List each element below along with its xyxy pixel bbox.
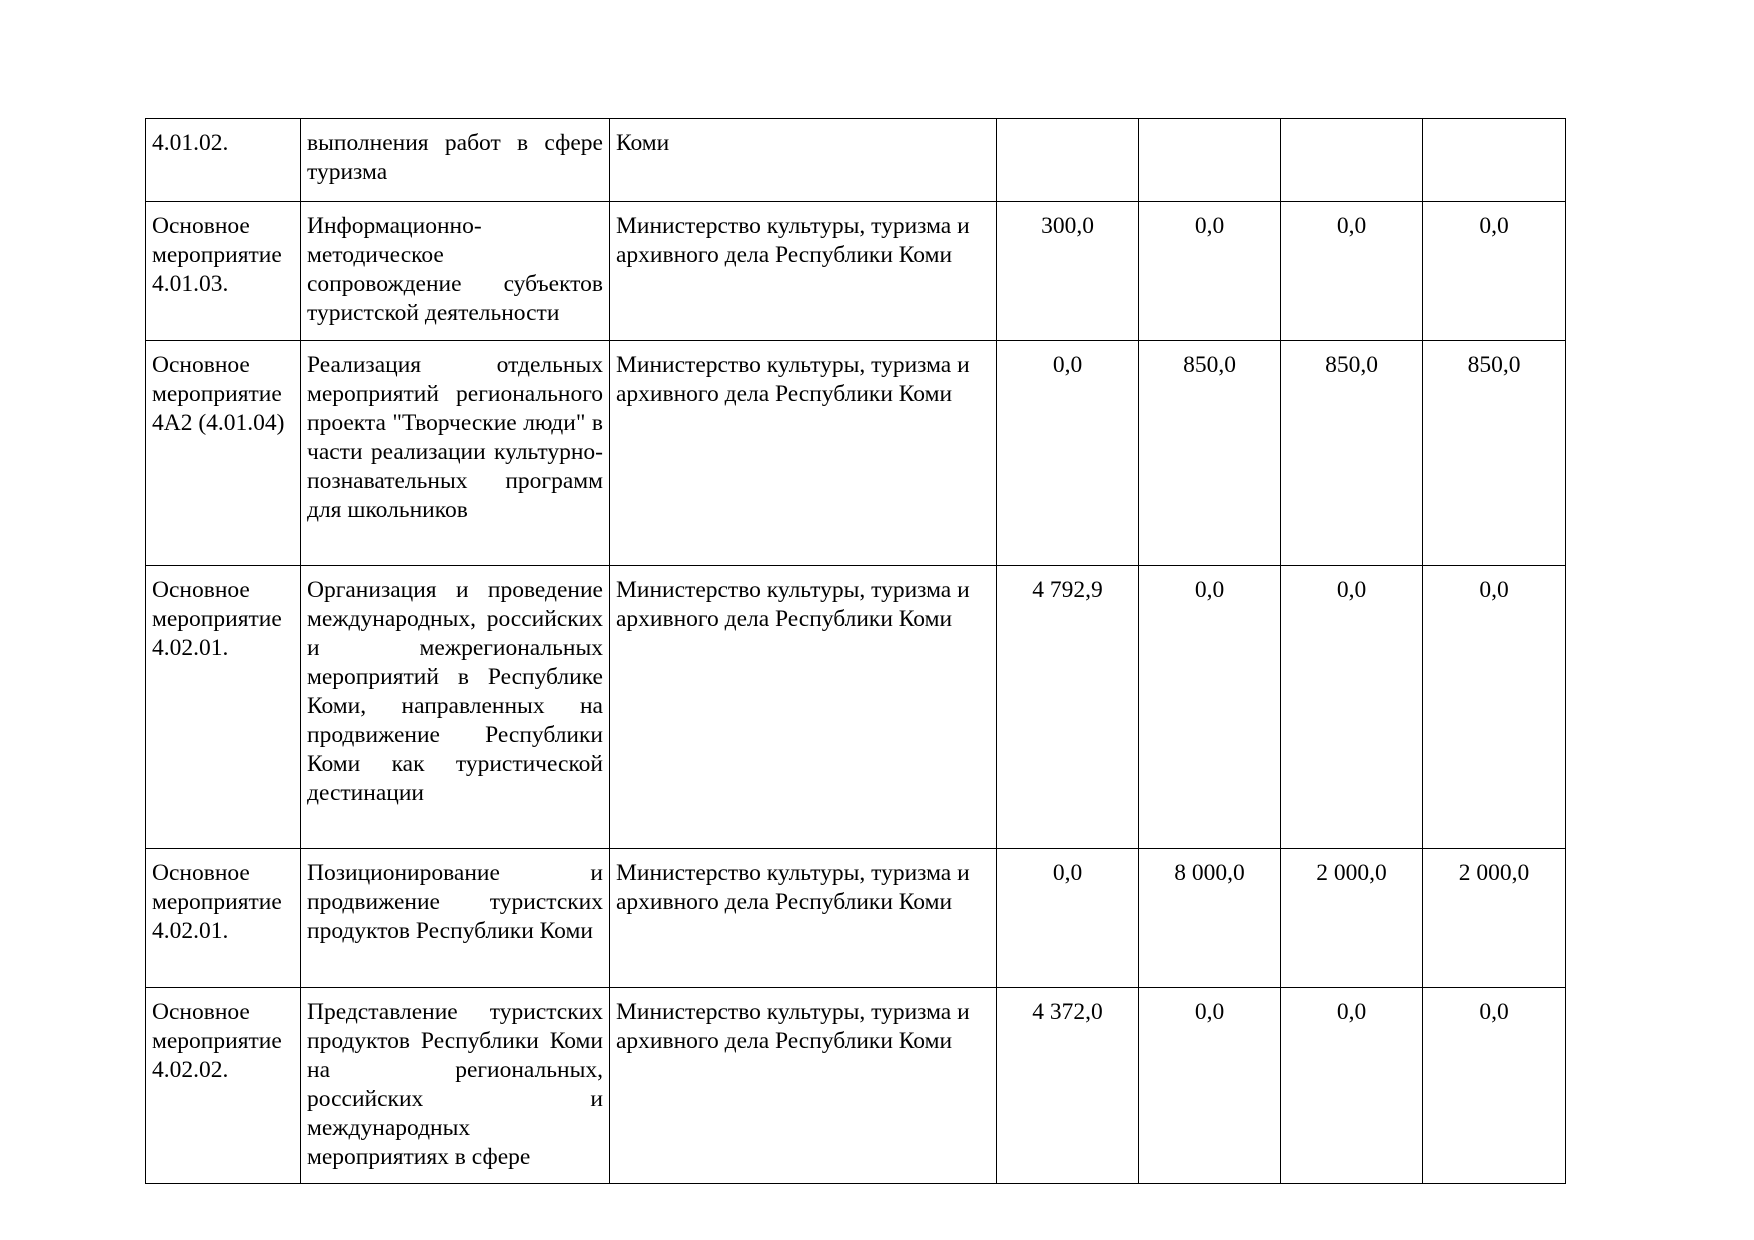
table-row (146, 988, 1566, 1184)
value-year-1: 300,0 (997, 202, 1139, 341)
value-year-4: 0,0 (1423, 988, 1566, 1184)
value-year-4: 2 000,0 (1423, 849, 1566, 988)
responsible-executor: Министерство культуры, туризма и архивного дела Республики Коми (610, 849, 997, 988)
measure-name: Информационно-методическое сопровождение субъектов туристской деятельности (301, 202, 610, 341)
measure-code: Основное мероприятие 4.02.02. (146, 988, 301, 1184)
responsible-executor: Министерство культуры, туризма и архивного дела Республики Коми (610, 341, 997, 566)
responsible-executor: Министерство культуры, туризма и архивного дела Республики Коми (610, 566, 997, 849)
value-year-3: 0,0 (1281, 566, 1423, 849)
value-year-1 (997, 119, 1139, 202)
measure-name: Организация и проведение международных, российских и межрегиональных мероприятий в Республике Коми, направленных на продвижение Республики Коми как туристической дестинации (301, 566, 610, 849)
value-year-1: 0,0 (997, 849, 1139, 988)
value-year-3: 0,0 (1281, 988, 1423, 1184)
value-year-2: 850,0 (1139, 341, 1281, 566)
measure-code: Основное мероприятие 4.01.03. (146, 202, 301, 341)
measure-code: Основное мероприятие 4.02.01. (146, 849, 301, 988)
value-year-4: 850,0 (1423, 341, 1566, 566)
measure-name: Представление туристских продуктов Республики Коми на региональных, российских и международных мероприятиях в сфере (301, 988, 610, 1184)
responsible-executor: Министерство культуры, туризма и архивного дела Республики Коми (610, 988, 997, 1184)
value-year-2: 0,0 (1139, 202, 1281, 341)
value-year-3: 0,0 (1281, 202, 1423, 341)
value-year-3: 2 000,0 (1281, 849, 1423, 988)
measure-name: выполнения работ в сфере туризма (301, 119, 610, 202)
table-row (146, 202, 1566, 341)
value-year-2 (1139, 119, 1281, 202)
value-year-1: 4 792,9 (997, 566, 1139, 849)
table-row (146, 566, 1566, 849)
table-row (146, 849, 1566, 988)
value-year-4: 0,0 (1423, 202, 1566, 341)
measure-code: 4.01.02. (146, 119, 301, 202)
responsible-executor: Коми (610, 119, 997, 202)
value-year-4 (1423, 119, 1566, 202)
table-row (146, 341, 1566, 566)
value-year-3: 850,0 (1281, 341, 1423, 566)
measure-code: Основное мероприятие 4А2 (4.01.04) (146, 341, 301, 566)
responsible-executor: Министерство культуры, туризма и архивного дела Республики Коми (610, 202, 997, 341)
value-year-2: 8 000,0 (1139, 849, 1281, 988)
value-year-1: 0,0 (997, 341, 1139, 566)
value-year-1: 4 372,0 (997, 988, 1139, 1184)
measure-code: Основное мероприятие 4.02.01. (146, 566, 301, 849)
measure-name: Реализация отдельных мероприятий регионального проекта "Творческие люди" в части реализации культурно-познавательных программ для школьников (301, 341, 610, 566)
value-year-2: 0,0 (1139, 566, 1281, 849)
value-year-2: 0,0 (1139, 988, 1281, 1184)
value-year-3 (1281, 119, 1423, 202)
value-year-4: 0,0 (1423, 566, 1566, 849)
measure-name: Позиционирование и продвижение туристских продуктов Республики Коми (301, 849, 610, 988)
program-measures-table (145, 118, 1566, 1184)
table-row (146, 119, 1566, 202)
